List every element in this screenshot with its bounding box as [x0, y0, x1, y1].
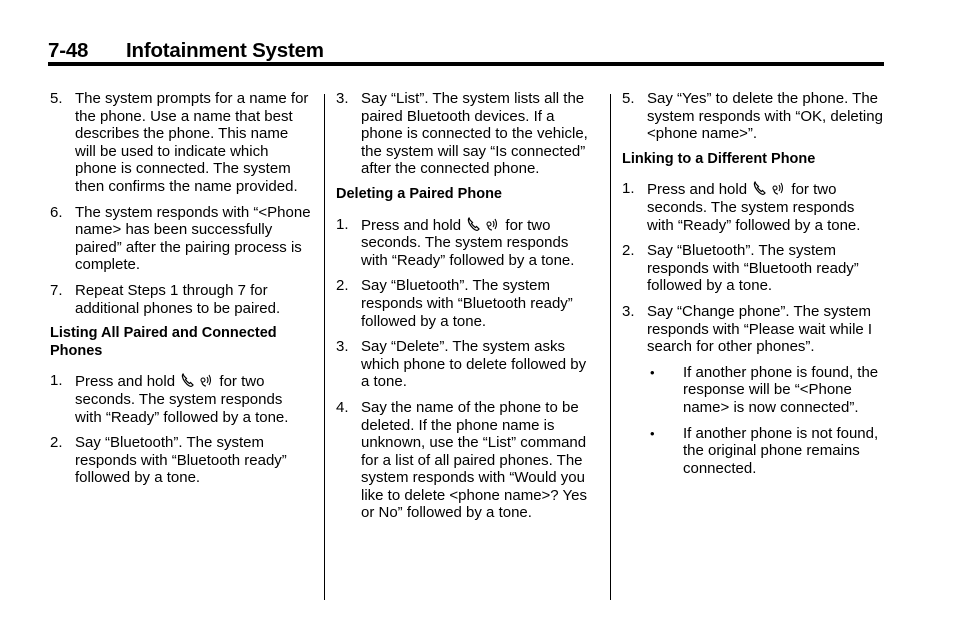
list-item — [336, 338, 598, 391]
item-text-rest: two seconds. The system responds with “Ready” followed by a tone. — [647, 181, 861, 234]
column-divider — [324, 94, 325, 600]
voice-icon — [198, 372, 214, 388]
bullet-mark: • — [650, 364, 655, 380]
column-2 — [336, 90, 598, 530]
item-text — [647, 180, 884, 234]
item-number: 6. — [50, 203, 63, 221]
bullet-list — [647, 364, 884, 478]
item-text — [361, 216, 598, 270]
item-text: The system prompts for a name for the phone. Use a name that best describes the phone. This name will be used to indicate which phone is connected. The system then confirms the name provided. — [75, 90, 309, 195]
item-text — [75, 372, 312, 426]
page-header — [48, 36, 884, 66]
item-number: 2. — [622, 242, 635, 260]
item-text-start: Press and hold — [75, 373, 176, 391]
item-text: Say “Bluetooth”. The system responds with “Bluetooth ready” followed by a tone. — [647, 242, 859, 295]
item-text-start: Press and hold — [361, 216, 462, 234]
list-item — [622, 303, 884, 356]
item-text: Say “Change phone”. The system responds with “Please wait while I search for other phones”. — [647, 302, 873, 356]
column-3 — [622, 90, 884, 485]
item-text-end: for — [791, 181, 809, 199]
item-text: Say “Delete”. The system asks which phone to delete followed by a tone. — [361, 338, 587, 391]
item-text-end: for — [505, 216, 523, 234]
item-number: 1. — [336, 215, 349, 233]
bullet-text: If another phone is found, the response will be “<Phone name> is now connected”. — [683, 363, 879, 416]
list-item — [336, 90, 598, 178]
item-number: 3. — [336, 338, 349, 356]
item-text-end: for — [219, 373, 237, 391]
bullet-text: If another phone is not found, the original phone remains connected. — [683, 424, 879, 477]
list-item — [336, 277, 598, 330]
bullet-mark: • — [650, 425, 655, 441]
item-text-rest: two seconds. The system responds with “Ready” followed by a tone. — [75, 373, 289, 426]
phone-icon — [466, 216, 482, 232]
item-number: 7. — [50, 281, 63, 299]
list-item — [336, 216, 598, 270]
item-text: Say “Bluetooth”. The system responds with “Bluetooth ready” followed by a tone. — [361, 277, 573, 330]
voice-icon — [770, 180, 786, 196]
item-number: 1. — [622, 180, 635, 198]
list-item — [336, 399, 598, 522]
header-rule — [48, 62, 884, 66]
list-item — [50, 204, 312, 274]
list-item — [622, 180, 884, 234]
column-1 — [50, 90, 312, 495]
phone-icon — [180, 372, 196, 388]
list-item — [50, 90, 312, 196]
item-text: Say “List”. The system lists all the paired Bluetooth devices. If a phone is connected to the vehicle, the system will say “Is connected” after the connected phone. — [361, 90, 588, 178]
voice-icon — [484, 216, 500, 232]
list-item — [50, 434, 312, 487]
list-item — [50, 372, 312, 426]
item-text-rest: two seconds. The system responds with “Ready” followed by a tone. — [361, 216, 575, 269]
item-number: 2. — [336, 277, 349, 295]
section-heading: Listing All Paired and Connected Phones — [50, 325, 277, 359]
item-text: Say “Yes” to delete the phone. The system responds with “OK, deleting <phone name>”. — [647, 90, 883, 143]
section-heading: Linking to a Different Phone — [622, 150, 816, 167]
item-text: Say “Bluetooth”. The system responds with “Bluetooth ready” followed by a tone. — [75, 434, 287, 487]
item-text: Repeat Steps 1 through 7 for additional phones to be paired. — [75, 281, 281, 317]
column-divider — [610, 94, 611, 600]
item-number: 4. — [336, 398, 349, 416]
item-number: 2. — [50, 434, 63, 452]
section-title: Infotainment System — [126, 39, 324, 62]
phone-icon — [752, 180, 768, 196]
item-number: 1. — [50, 372, 63, 390]
section-heading: Deleting a Paired Phone — [336, 185, 502, 202]
list-item — [622, 90, 884, 143]
item-number: 3. — [336, 90, 349, 107]
bullet-item — [647, 364, 884, 417]
list-item — [622, 242, 884, 295]
bullet-item — [647, 425, 884, 478]
item-text: Say the name of the phone to be deleted. If the phone name is unknown, use the “List” command for a list of all paired phones. The system responds with “Would you like to delete <phone name>? Yes or No” followed by a tone. — [361, 398, 588, 522]
page-number: 7-48 — [48, 39, 89, 62]
item-text: The system responds with “<Phone name> has been successfully paired” after the pairing process is complete. — [75, 203, 311, 274]
list-item — [50, 282, 312, 317]
item-number: 5. — [622, 90, 635, 107]
item-text-start: Press and hold — [647, 181, 748, 199]
item-number: 5. — [50, 90, 63, 107]
item-number: 3. — [622, 302, 635, 320]
